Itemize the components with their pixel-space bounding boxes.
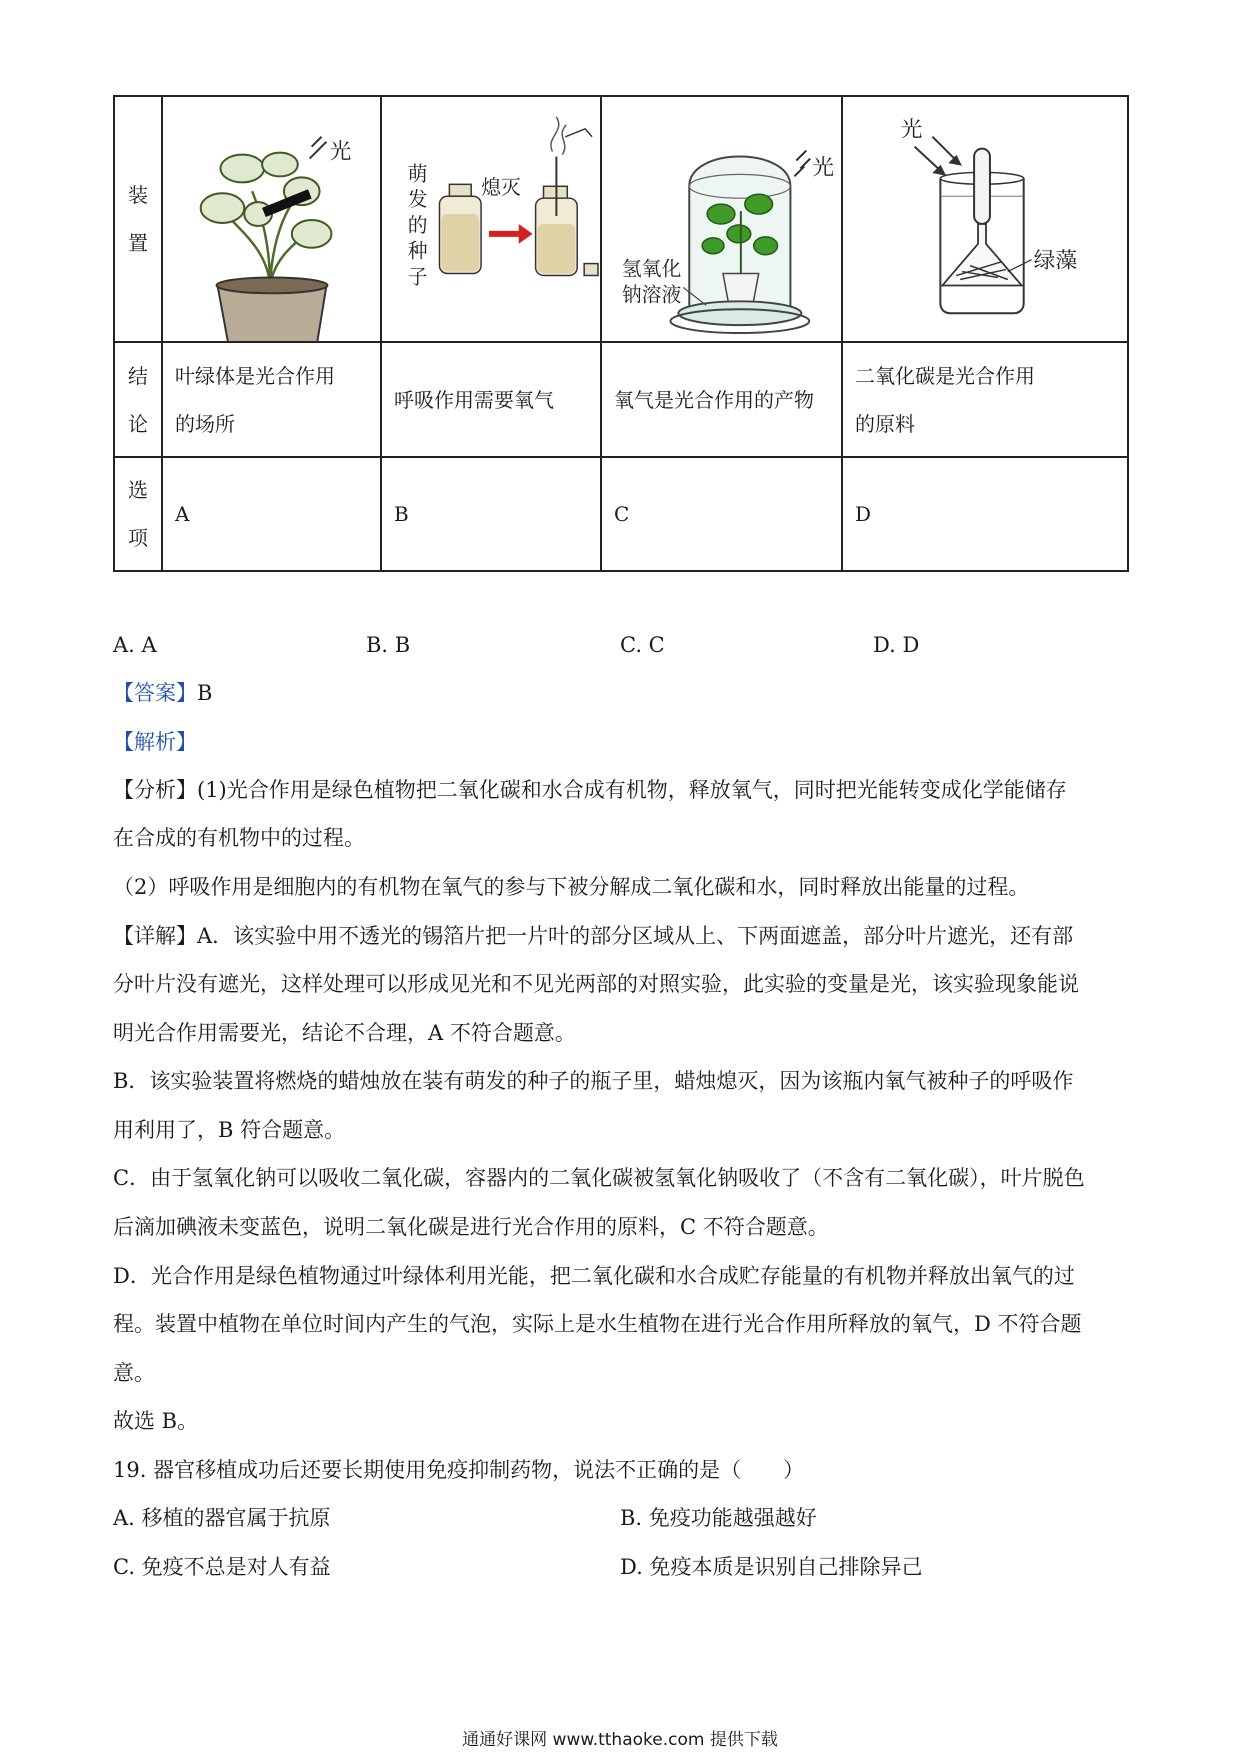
detail-line: 程。装置中植物在单位时间内产生的气泡，实际上是水生植物在进行光合作用所释放的氧气，D 不符合题 [113,1312,1082,1336]
detail-line: 明光合作用需要光，结论不合理，A 不符合题意。 [113,1021,576,1045]
detail-line: 【详解】A．该实验中用不透光的锡箔片把一片叶的部分区域从上、下两面遮盖，部分叶片遮光，还有部 [113,924,1074,948]
row-header-conclusion: 结 论 [114,342,162,457]
conclusion-c: 氧气是光合作用的产物 [601,342,842,457]
light-label-a: 光 [329,139,352,165]
svg-text:萌: 萌 [407,162,428,186]
answer-line [113,678,1129,708]
algae-label: 绿藻 [1033,248,1078,274]
row-header-device: 装 置 [114,96,162,342]
device-b-image [381,96,601,342]
q19-option-d: D. 免疫本质是识别自己排除异己 [620,1555,923,1579]
detail-line: 意。 [113,1361,155,1385]
detail-line: 用利用了，B 符合题意。 [113,1118,346,1142]
svg-text:种: 种 [407,239,428,263]
svg-text:的: 的 [407,213,428,237]
choice-b: B. B [366,633,411,657]
row-header-option: 选 项 [114,457,162,571]
svg-text:子: 子 [407,265,428,289]
conclusion-line: 故选 B。 [113,1409,199,1433]
conclusion-row [114,342,1128,457]
light-label-c: 光 [812,155,835,181]
conclusion-d: 二氧化碳是光合作用 的原料 [842,342,1128,457]
q19-option-c: C. 免疫不总是对人有益 [113,1555,331,1579]
choice-a: A. A [113,633,157,657]
analysis-line: 在合成的有机物中的过程。 [113,826,365,850]
question-19-stem: 19. 器官移植成功后还要长期使用免疫抑制药物，说法不正确的是（ ） [113,1458,805,1482]
analysis-line: （2）呼吸作用是细胞内的有机物在氧气的参与下被分解成二氧化碳和水，同时释放出能量的过程。 [113,875,1030,899]
device-d-image [842,96,1128,342]
choice-c: C. C [620,633,665,657]
svg-text:钠溶液: 钠溶液 [621,283,682,307]
conclusion-b: 呼吸作用需要氧气 [381,342,601,457]
option-cell-b: B [381,457,601,571]
extinguish-label: 熄灭 [481,176,521,200]
potted-plant-illustration [163,97,380,341]
answer-label: 【答案】 [113,681,197,705]
device-a-image [162,96,381,342]
experiment-table [113,95,1129,572]
detail-line: B．该实验装置将燃烧的蜡烛放在装有萌发的种子的瓶子里，蜡烛熄灭，因为该瓶内氧气被种子的呼吸作 [113,1069,1074,1093]
q19-option-a: A. 移植的器官属于抗原 [113,1506,331,1530]
detail-line: D．光合作用是绿色植物通过叶绿体利用光能，把二氧化碳和水合成贮存能量的有机物并释放出氧气的过 [113,1264,1075,1288]
svg-text:氢氧化: 氢氧化 [621,257,682,281]
device-c-image [601,96,842,342]
svg-text:发: 发 [407,188,428,212]
bell-jar-illustration [602,97,841,341]
detail-line: 分叶片没有遮光，这样处理可以形成见光和不见光两部的对照实验，此实验的变量是光，该实验现象能说 [113,972,1079,996]
option-cell-c: C [601,457,842,571]
option-row [114,457,1128,571]
detail-line: C．由于氢氧化钠可以吸收二氧化碳，容器内的二氧化碳被氢氧化钠吸收了（不含有二氧化碳），叶片脱色 [113,1166,1085,1190]
q19-option-b: B. 免疫功能越强越好 [620,1506,817,1530]
option-cell-d: D [842,457,1128,571]
choice-d: D. D [873,633,920,657]
page-footer: 通通好课网 www.tthaoke.com 提供下载 [462,1730,778,1750]
conclusion-a: 叶绿体是光合作用 的场所 [162,342,381,457]
answer-value: B [197,681,213,705]
algae-funnel-illustration [843,97,1127,341]
seed-jar-illustration [382,97,600,341]
device-row [114,96,1128,342]
option-cell-a: A [162,457,381,571]
analysis-line: 【分析】(1)光合作用是绿色植物把二氧化碳和水合成有机物，释放氧气，同时把光能转变成化学能储存 [113,778,1067,802]
analysis-label: 【解析】 [113,730,197,754]
light-label-d: 光 [900,117,923,143]
detail-line: 后滴加碘液未变蓝色，说明二氧化碳是进行光合作用的原料，C 不符合题意。 [113,1215,829,1239]
